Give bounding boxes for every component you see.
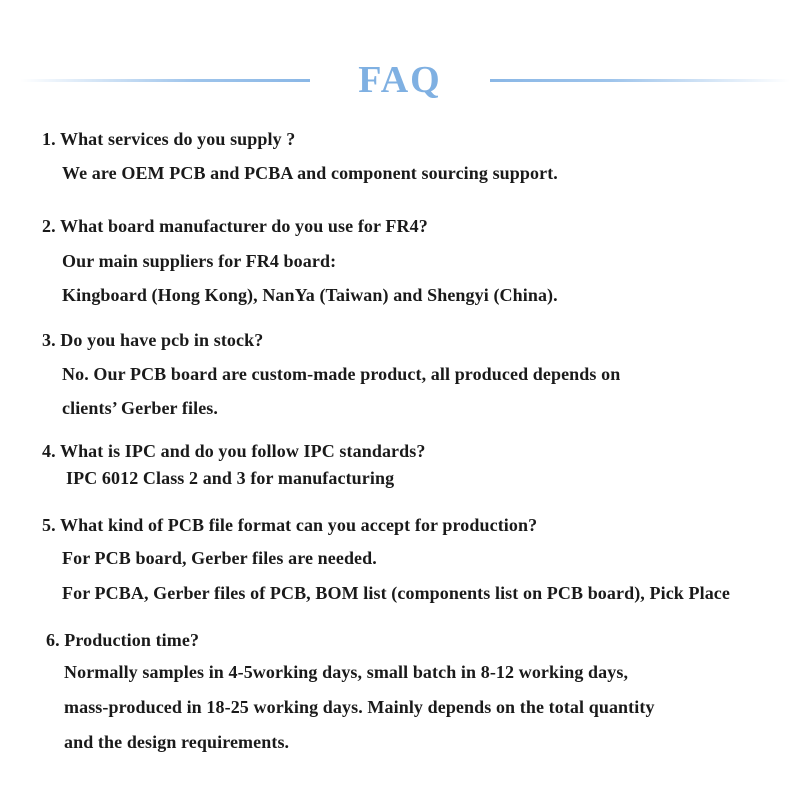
faq-answer-2-line-1: Our main suppliers for FR4 board: bbox=[62, 251, 337, 271]
faq-question-6: 6. Production time? bbox=[46, 630, 200, 650]
faq-header bbox=[0, 50, 800, 110]
faq-answer-3-line-1: No. Our PCB board are custom-made product, all produced depends on bbox=[62, 364, 621, 384]
faq-answer-2-line-2: Kingboard (Hong Kong), NanYa (Taiwan) and Shengyi (China). bbox=[62, 285, 558, 305]
faq-question-5: 5. What kind of PCB file format can you accept for production? bbox=[42, 515, 538, 535]
faq-answer-6-line-3: and the design requirements. bbox=[64, 732, 290, 752]
faq-question-2: 2. What board manufacturer do you use for FR4? bbox=[42, 216, 428, 236]
faq-answer-6-line-2: mass-produced in 18-25 working days. Mainly depends on the total quantity bbox=[64, 697, 655, 717]
faq-answer-4-line-1: IPC 6012 Class 2 and 3 for manufacturing bbox=[66, 468, 395, 488]
faq-answer-5-line-2: For PCBA, Gerber files of PCB, BOM list (components list on PCB board), Pick Place bbox=[62, 583, 730, 603]
faq-question-1: 1. What services do you supply ? bbox=[42, 129, 296, 149]
faq-answer-1-line-1: We are OEM PCB and PCBA and component sourcing support. bbox=[62, 163, 558, 183]
faq-question-3: 3. Do you have pcb in stock? bbox=[42, 330, 264, 350]
faq-answer-6-line-1: Normally samples in 4-5working days, small batch in 8-12 working days, bbox=[64, 662, 629, 682]
page-title: FAQ bbox=[358, 59, 442, 101]
faq-answer-5-line-1: For PCB board, Gerber files are needed. bbox=[62, 548, 377, 568]
faq-question-4: 4. What is IPC and do you follow IPC standards? bbox=[42, 441, 426, 461]
right-divider bbox=[490, 79, 790, 82]
faq-answer-3-line-2: clients’ Gerber files. bbox=[62, 398, 218, 418]
